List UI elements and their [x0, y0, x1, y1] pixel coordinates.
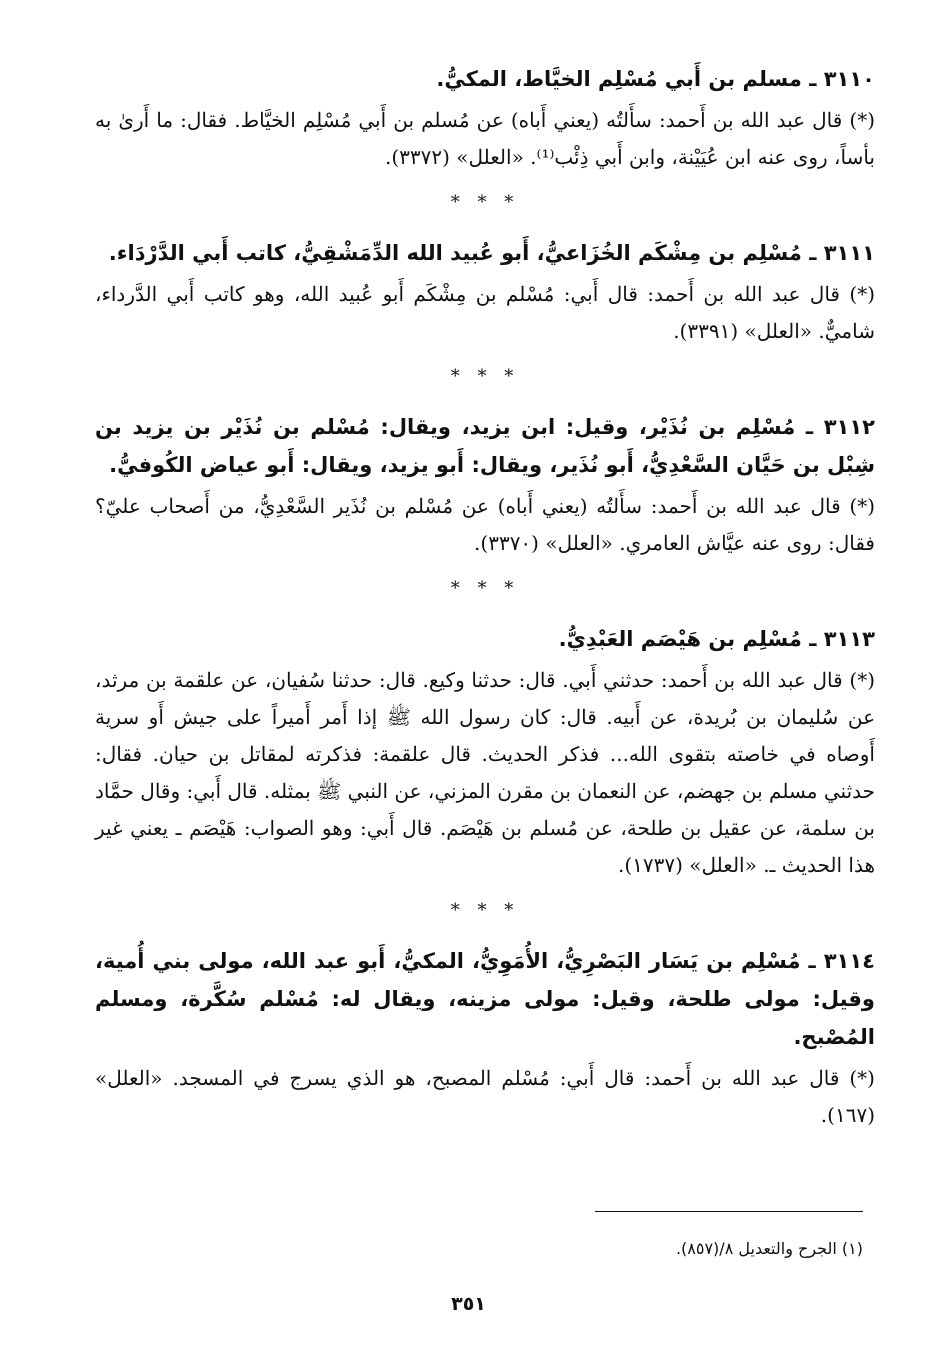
section-separator: * * * [450, 192, 520, 213]
section-separator: * * * [450, 578, 520, 599]
entry-3110 [95, 60, 875, 176]
page-number: ٣٥١ [451, 1293, 486, 1315]
entry-heading: ٣١١٠ ـ مسلم بن أَبي مُسْلِم الخيَّاط، المكيُّ. [436, 67, 875, 91]
entry-text: (*) قال عبد الله بن أَحمد: قال أَبي: مُسْلم بن مِشْكَم أَبو عُبيد الله، وهو كاتب أَبي الدَّرداء، شاميٌّ. «العلل» (٣٣٩١). [95, 282, 875, 343]
entry-heading: ٣١١٤ ـ مُسْلِم بن يَسَار البَصْرِيُّ، الأُمَوِيُّ، المكيُّ، أَبو عبد الله، مولى بني أُمية، وقيل: مولى طلحة، وقيل: مولى مزينه، ويقال له: مُسْلم سُكَّرة، ومسلم المُصْبح. [95, 949, 875, 1049]
entry-3113 [95, 620, 875, 884]
entry-heading: ٣١١٣ ـ مُسْلِم بن هَيْصَم العَبْدِيُّ. [558, 627, 875, 651]
entry-heading: ٣١١٢ ـ مُسْلِم بن نُذَيْر، وقيل: ابن يزيد، ويقال: مُسْلم بن نُذَيْر بن يزيد بن شِبْل بن حَيَّان السَّعْدِيُّ، أَبو نُذَير، ويقال: أَبو يزيد، ويقال: أَبو عياض الكُوفيُّ. [95, 415, 875, 477]
footnote: (١) الجرح والتعديل ٨/(٨٥٧). [675, 1239, 863, 1258]
section-separator: * * * [450, 366, 520, 387]
entry-text: (*) قال عبد الله بن أَحمد: سأَلتُه (يعني أَباه) عن مُسْلم بن نُذَير السَّعْدِيُّ، من أَصحاب عليّ؟ فقال: روى عنه عيَّاش العامري. «العلل» (٣٣٧٠). [95, 494, 875, 555]
entry-heading: ٣١١١ ـ مُسْلِم بن مِشْكَم الخُزَاعيُّ، أَبو عُبيد الله الدِّمَشْقِيُّ، كاتب أَبي الدَّرْدَاء. [108, 241, 875, 265]
entry-text: (*) قال عبد الله بن أَحمد: حدثني أَبي. قال: حدثنا وكيع. قال: حدثنا سُفيان، عن علقمة بن مرثد، عن سُليمان بن بُريدة، عن أَبيه. قال: كان رسول الله ﷺ إذا أَمر أَميراً على جيش أَو سرية أَوصاه في خاصته بتقوى الله... فذكر الحديث. قال علقمة: فذكرته لمقاتل بن حيان. فقال: حدثني مسلم بن جهضم، عن النعمان بن مقرن المزني، عن النبي ﷺ بمثله. قال أَبي: وقال حمَّاد بن سلمة، عن عقيل بن طلحة، عن مُسلم بن هَيْصَم. قال أَبي: وهو الصواب: هَيْصَم ـ يعني غير هذا الحديث ـ. «العلل» (١٧٣٧). [95, 668, 876, 877]
entry-text: (*) قال عبد الله بن أَحمد: قال أَبي: مُسْلم المصبح، هو الذي يسرج في المسجد. «العلل» (١٦٧). [95, 1066, 875, 1127]
entry-3111 [95, 234, 875, 350]
entry-3112 [95, 408, 875, 562]
entry-3114 [95, 942, 875, 1134]
section-separator: * * * [450, 900, 520, 921]
page-body [95, 40, 875, 1134]
footnote-rule [595, 1211, 863, 1212]
entry-text: (*) قال عبد الله بن أَحمد: سأَلتُه (يعني أَباه) عن مُسلم بن أَبي مُسْلِم الخيَّاط. فقال: ما أَرىٰ به بأساً، روى عنه ابن عُيَيْنة، وابن أَبي ذِئْب⁽¹⁾. «العلل» (٣٣٧٢). [95, 108, 875, 169]
